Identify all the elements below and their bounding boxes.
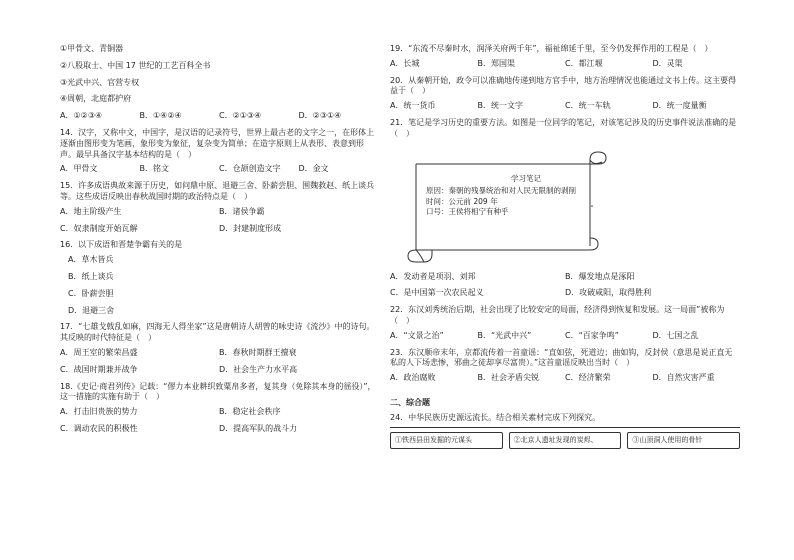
q18-option-b[interactable]: B．稳定社会秩序	[219, 407, 281, 417]
q15-text: 15．许多成语典故来源于历史，如问鼎中原、退避三舍、卧薪尝胆、围魏救赵、纸上谈兵等。这些成语反映出春秋战国时期的政治特点是（ ）	[60, 181, 375, 201]
q19-options	[390, 59, 740, 70]
q19-option-a[interactable]: A．长城	[390, 58, 420, 68]
q18-option-d[interactable]: D．提高军队的战斗力	[219, 423, 298, 433]
q21-option-d[interactable]: D．攻破咸阳，取得胜利	[565, 288, 652, 298]
study-note-line-slogan: 口号：王侯将相宁有种乎	[426, 207, 509, 217]
q21-options-row1	[390, 272, 740, 283]
q19-option-c[interactable]: C．都江堰	[565, 58, 603, 68]
q15-options-row1	[60, 207, 378, 218]
q14-option-d[interactable]: D．金文	[298, 164, 329, 174]
option-line-4: ④周朝，北庭都护府	[60, 94, 132, 104]
q22-option-c[interactable]: C．“百家争鸣”	[565, 330, 619, 340]
q21-option-b[interactable]: B．爆发地点是涿阳	[565, 271, 635, 281]
q20-option-b[interactable]: B．统一文字	[477, 101, 523, 111]
q18-text: 18.《史记·商君列传》记载：“僇力本业耕织致粟帛多者，复其身（免除其本身的徭役）”，这一措施的实施有助于（ ）	[60, 381, 376, 402]
q15-options-row2	[60, 224, 378, 235]
study-note-line-time: 时间：公元前 209 年	[426, 196, 498, 206]
q15-option-a[interactable]: A．地主阶级产生	[60, 206, 122, 216]
left-column	[60, 44, 378, 441]
q22-text: 22．东汉刘秀统治后期，社会出现了比较安定的局面，经济得到恢复和发展。这一局面”被称为（ ）	[390, 305, 725, 325]
q14-option-b[interactable]: B．铭文	[139, 164, 169, 174]
q23-option-a[interactable]: A．政治腐败	[390, 373, 436, 383]
study-note-line-cause: 原因：秦朝的残暴统治和对人民无限制的剥削	[426, 186, 576, 196]
q21-options-row2	[390, 288, 740, 299]
right-column	[390, 44, 740, 449]
q22-option-b[interactable]: B．“光武中兴”	[477, 330, 532, 340]
q13-options	[60, 111, 378, 122]
q17-options-row1	[60, 348, 378, 359]
q16-text: 16．以下成语和晋楚争霸有关的是	[60, 240, 183, 250]
q17-option-b[interactable]: B．春秋时期群王擅衰	[219, 347, 297, 357]
q15-option-b[interactable]: B．诸侯争霸	[219, 206, 265, 216]
q20-option-c[interactable]: C．统一车轨	[565, 101, 611, 111]
q19-option-b[interactable]: B．郑国渠	[477, 58, 515, 68]
option-line-1: ①甲骨文、青铜器	[60, 44, 124, 53]
material-box-1: ①铁西县田发掘的元谋头	[390, 432, 503, 449]
material-box-2: ②北京人遗址发现的炭烬、	[509, 432, 622, 449]
q22-options	[390, 331, 740, 342]
option-line-2: ②八股取士、中国 17 世纪的工艺百科全书	[60, 60, 211, 70]
section-2-title: 二、综合题	[390, 397, 430, 407]
q18-option-a[interactable]: A．打击旧贵族的势力	[60, 407, 138, 417]
q16-option-c[interactable]: C．卧薪尝胆	[68, 288, 114, 298]
q16-option-a[interactable]: A．草木皆兵	[68, 255, 114, 265]
q16-option-b[interactable]: B．纸上谈兵	[68, 271, 114, 281]
study-note-title: 学习笔记	[511, 173, 541, 183]
q14-option-a[interactable]: A．甲骨文	[60, 164, 98, 174]
q18-options-row2	[60, 424, 378, 435]
q19-option-d[interactable]: D．灵渠	[652, 58, 683, 68]
q21-option-a[interactable]: A．发动者是项羽、刘邦	[390, 271, 476, 281]
study-note-scroll	[402, 146, 612, 264]
q21-text: 21．笔记是学习历史的重要方法。如图是一位同学的笔记，对该笔记涉及的历史事件说法准确的是（ ）	[390, 117, 737, 138]
q24-materials	[390, 432, 740, 449]
material-box-3: ③山顶洞人使用的骨针	[627, 432, 740, 449]
q23-options	[390, 373, 740, 384]
q19-text: 19．“东流不尽秦时水，润泽关府两千年”，福祉绵延千里，至今仍发挥作用的工程是（ ）	[390, 44, 713, 53]
q20-text: 20．从秦朝开始，政令可以准确地传递到地方官手中，地方治理情况也能通过文书上传。这主要得益于（ ）	[390, 75, 737, 96]
q24-text: 24．中华民族历史源远流长。结合相关素材完成下列探究。	[390, 413, 740, 428]
q22-option-d[interactable]: D．七国之乱	[652, 330, 699, 340]
q14-text: 14．汉字，又称中文，中国字，是汉语的记录符号，世界上最古老的文字之一，在形体上逐渐由图形变为笔画，象形变为象征，复杂变为简单；在造字原则上从表形、表意到形声。最早具备汉字基本结构的是（ ）	[60, 127, 375, 159]
q23-option-d[interactable]: D．自然灾害严重	[652, 373, 715, 383]
q18-option-c[interactable]: C．调动农民的积极性	[60, 423, 138, 433]
q17-options-row2	[60, 365, 378, 376]
q20-option-d[interactable]: D．统一度量衡	[652, 101, 707, 111]
q20-options	[390, 101, 740, 112]
q23-text: 23．东汉顺帝末年，京都流传着一首童谣：“直如弦，死道边；曲如钩，反封侯（意思是说正直无私的人下场悲惨，邪曲之徒却享尽富贵）。”这首童谣反映出当时（ ）	[390, 347, 733, 368]
q18-options-row1	[60, 407, 378, 418]
q23-option-c[interactable]: C．经济繁荣	[565, 373, 611, 383]
study-note-content	[426, 174, 596, 218]
q20-option-a[interactable]: A．统一货币	[390, 101, 436, 111]
q23-option-b[interactable]: B．社会矛盾尖锐	[477, 373, 539, 383]
q17-option-c[interactable]: C．战国时期兼并战争	[60, 364, 138, 374]
q15-option-c[interactable]: C．奴隶制度开始瓦解	[60, 223, 138, 233]
q21-option-c[interactable]: C．是中国第一次农民起义	[390, 288, 484, 298]
q14-option-c[interactable]: C．仓颉创造文字	[219, 164, 281, 174]
q17-option-a[interactable]: A．周王室的繁荣昌盛	[60, 347, 138, 357]
q14-options	[60, 164, 378, 175]
q22-option-a[interactable]: A．“文景之治”	[390, 330, 444, 340]
q13-option-b[interactable]: B．①④②④	[139, 111, 182, 121]
option-line-3: ③光武中兴、官营专权	[60, 77, 140, 87]
q13-option-d[interactable]: D．②③①④	[298, 111, 342, 121]
q13-option-a[interactable]: A．①②③④	[60, 111, 103, 121]
q17-option-d[interactable]: D．社会生产力水平高	[219, 364, 298, 374]
q15-option-d[interactable]: D．封建制度形成	[219, 223, 282, 233]
q13-option-c[interactable]: C．②①③④	[219, 111, 262, 121]
q17-text: 17．“七雄戈戟乱如麻，四海无人得坐家”这是唐朝诗人胡曾的咏史诗《流沙》中的诗句。其反映的时代特征是（ ）	[60, 322, 375, 343]
q16-option-d[interactable]: D．退避三舍	[68, 305, 115, 315]
